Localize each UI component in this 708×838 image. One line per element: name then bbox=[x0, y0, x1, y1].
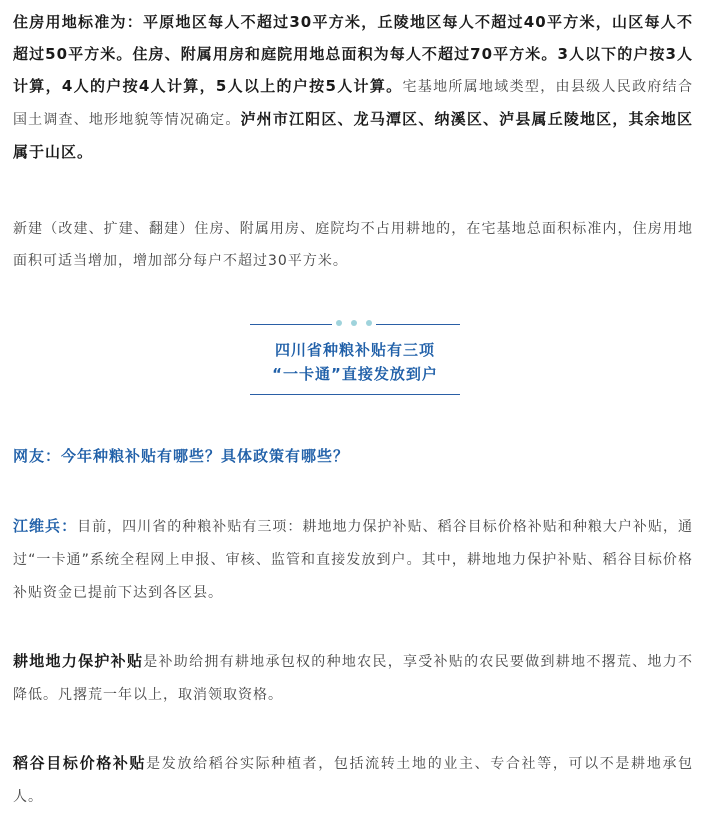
section-title-line1: 四川省种粮补贴有三项 bbox=[274, 341, 435, 359]
housing-land-standard-paragraph bbox=[13, 6, 693, 168]
section-header bbox=[250, 322, 460, 396]
header-top-line-right bbox=[376, 324, 460, 325]
rice-subsidy-term: 稻谷目标价格补贴 bbox=[13, 754, 147, 772]
rice-subsidy-text: 是发放给稻谷实际种植者，包括流转土地的业主、专合社等，可以不是耕地承包人。 bbox=[13, 756, 693, 805]
dot bbox=[351, 320, 357, 326]
answer-text: 目前，四川省的种粮补贴有三项：耕地地力保护补贴、稻谷目标价格补贴和种粮大户补贴，通过“一卡通”系统全程网上申报、审核、监管和直接发放到户。其中，耕地地力保护补贴、稻谷目标价格补贴资金已提前下达到各区县。 bbox=[13, 519, 693, 601]
netizen-question bbox=[13, 440, 693, 472]
luzhou-region-bold: 泸州市江阳区、龙马潭区、纳溪区、泸县属丘陵地区，其余地区属于山区。 bbox=[13, 110, 693, 161]
header-top-line-left bbox=[250, 324, 332, 325]
dot bbox=[336, 320, 342, 326]
dot bbox=[366, 320, 372, 326]
farmland-subsidy-term: 耕地地力保护补贴 bbox=[13, 652, 144, 670]
new-build-paragraph: 新建（改建、扩建、翻建）住房、附属用房、庭院均不占用耕地的，在宅基地总面积标准内，住房用地面积可适当增加，增加部分每户不超过30平方米。 bbox=[13, 221, 693, 269]
header-bottom-line bbox=[250, 394, 460, 395]
farmland-subsidy-paragraph bbox=[13, 645, 693, 711]
question-text: 今年种粮补贴有哪些？具体政策有哪些？ bbox=[61, 447, 350, 465]
section-title-line2: “一卡通”直接发放到户 bbox=[272, 365, 438, 383]
header-dots-icon bbox=[336, 320, 372, 326]
housing-standard-note: 宅基地所属地域类型，由县级人民政府结合国土调查、地形地貌等情况确定。 bbox=[13, 79, 693, 128]
housing-standard-bold: 住房用地标准为：平原地区每人不超过30平方米，丘陵地区每人不超过40平方米，山区每人不超过50平方米。住房、附属用房和庭院用地总面积为每人不超过70平方米。3人以下的户按3人计算，4人的户按4人计算，5人以上的户按5人计算。 bbox=[13, 13, 693, 95]
farmland-subsidy-text: 是补助给拥有耕地承包权的种地农民，享受补贴的农民要做到耕地不撂荒、地力不降低。凡撂荒一年以上，取消领取资格。 bbox=[13, 654, 693, 703]
official-answer bbox=[13, 510, 693, 609]
rice-subsidy-paragraph bbox=[13, 747, 693, 813]
answer-label: 江维兵： bbox=[13, 517, 78, 535]
question-label: 网友： bbox=[13, 447, 62, 465]
